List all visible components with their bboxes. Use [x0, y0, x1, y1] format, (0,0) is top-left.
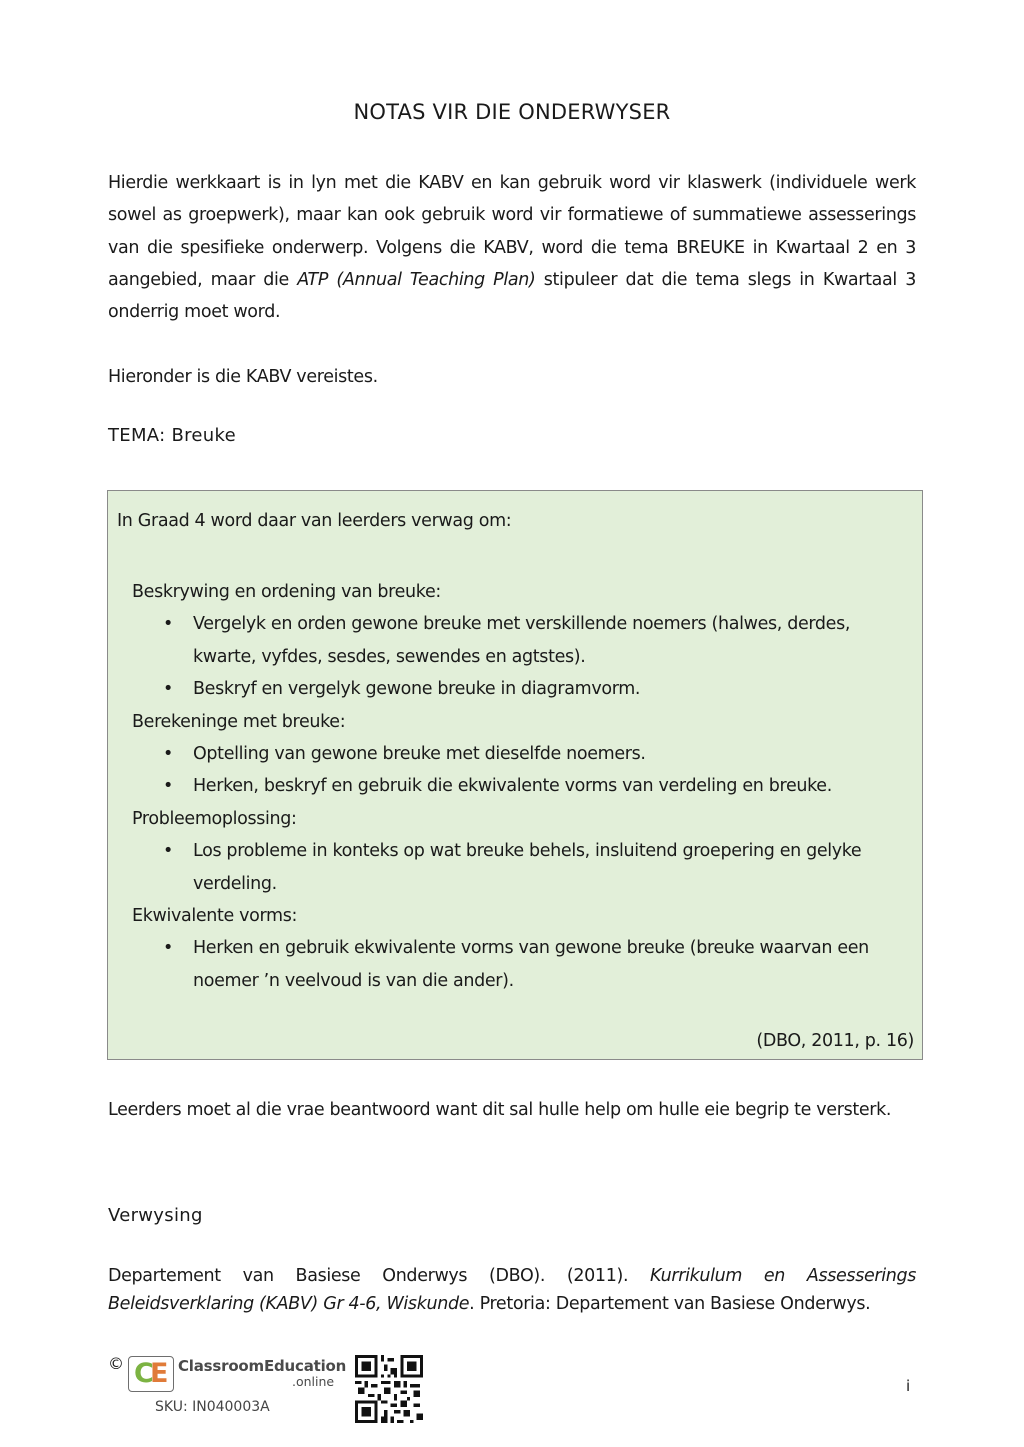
bullet-icon: • [163, 776, 173, 797]
list-item-text: Herken, beskryf en gebruik die ekwivalente vorms van verdeling en breuke. [193, 776, 832, 797]
bullet-icon: • [163, 744, 173, 765]
list-item [132, 835, 914, 900]
list-item-text: Vergelyk en orden gewone breuke met verskillende noemers (halwes, derdes, kwarte, vyfdes, sesdes, sewendes en agtstes). [193, 614, 851, 667]
list-item [132, 770, 914, 802]
closing-paragraph: Leerders moet al die vrae beantwoord want dit sal hulle help om hulle eie begrip te versterk. [108, 1100, 892, 1120]
bullet-list [132, 835, 914, 900]
logo-letter-e: E [150, 1358, 169, 1389]
bullet-list [132, 932, 914, 997]
bullet-icon: • [163, 614, 173, 635]
citation: (DBO, 2011, p. 16) [756, 1031, 914, 1051]
section-heading: Probleemoplossing: [132, 808, 297, 829]
bullet-icon: • [163, 679, 173, 700]
page-number: i [906, 1377, 911, 1395]
list-item-text: Optelling van gewone breuke met dieselfde noemers. [193, 744, 646, 765]
requirements-box [107, 490, 923, 1060]
copyright-icon: © [108, 1354, 124, 1373]
bullet-list [132, 608, 914, 705]
bullet-icon: • [163, 938, 173, 959]
list-item [132, 608, 914, 673]
section-heading: Beskrywing en ordening van breuke: [132, 582, 441, 602]
intro-italic: ATP (Annual Teaching Plan) [297, 269, 536, 290]
list-item [132, 738, 914, 770]
requirements-intro: Hieronder is die KABV vereistes. [108, 367, 378, 387]
bullet-icon: • [163, 841, 173, 862]
bullet-list [132, 738, 914, 803]
intro-text-end: stipuleer dat die tema slegs in Kwartaal 3 onderrig moet word. [108, 269, 916, 323]
list-item-text: Beskryf en vergelyk gewone breuke in diagramvorm. [193, 679, 641, 700]
brand-name: ClassroomEducation [178, 1357, 347, 1375]
brand-suffix: .online [292, 1374, 335, 1389]
section-heading: Ekwivalente vorms: [132, 906, 298, 927]
reference-heading: Verwysing [108, 1205, 203, 1226]
list-item [132, 932, 914, 997]
list-item-text: Los probleme in konteks op wat breuke behels, insluitend groepering en gelyke verdeling. [193, 841, 862, 894]
list-item [132, 673, 914, 705]
list-item-text: Herken en gebruik ekwivalente vorms van gewone breuke (breuke waarvan een noemer ’n veelvoud is van die ander). [193, 938, 869, 991]
section-heading: Berekeninge met breuke: [132, 711, 346, 732]
reference-text-end: . Pretoria: Departement van Basiese Onderwys. [469, 1294, 871, 1314]
reference-text: Departement van Basiese Onderwys (DBO). (2011). [108, 1266, 650, 1286]
intro-paragraph [108, 167, 916, 328]
intro-text: Hierdie werkkaart is in lyn met die KABV en kan gebruik word vir klaswerk (individuele werk sowel as groepwerk), maar kan ook gebruik word vir formatiewe of summatiewe assesserings van die spesifieke onderwerp. Volgens die KABV, word die tema BREUKE in Kwartaal 2 en 3 aangebied, maar die [108, 173, 916, 290]
qr-code-icon [355, 1355, 423, 1423]
reference-title: Kurrikulum en Assesserings Beleidsverklaring (KABV) Gr 4-6, Wiskunde [108, 1266, 916, 1314]
requirements-content [132, 576, 914, 997]
sku-label: SKU: IN040003A [155, 1399, 270, 1415]
box-intro: In Graad 4 word daar van leerders verwag om: [117, 511, 512, 531]
logo-letter-c: C [134, 1358, 154, 1389]
theme-label: TEMA: Breuke [108, 425, 236, 446]
page-title: NOTAS VIR DIE ONDERWYSER [353, 100, 671, 124]
classroom-education-logo [128, 1356, 174, 1392]
reference-entry [108, 1262, 916, 1318]
